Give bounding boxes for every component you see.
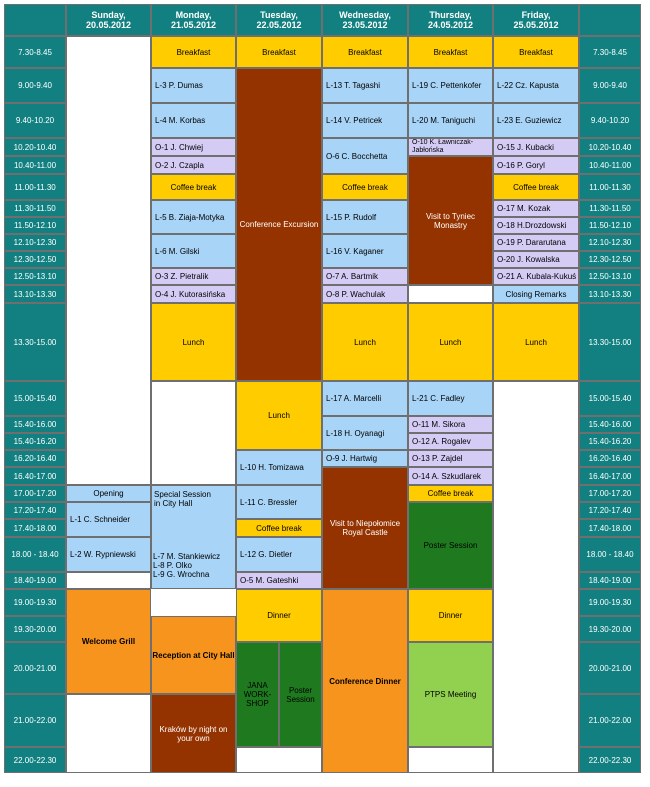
wednesday-talk-o9: O-9 J. Hartwig	[322, 450, 408, 467]
thursday-talk-l21: L-21 C. Fadley	[408, 381, 493, 416]
thursday-talk-l19: L-19 C. Pettenkofer	[408, 68, 493, 103]
time-right-10: 12.50-13.10	[579, 268, 641, 285]
monday-krakow-night: Kraków by night on your own	[151, 694, 236, 773]
time-left-20: 17.40-18.00	[4, 519, 66, 537]
time-right-25: 20.00-21.00	[579, 642, 641, 694]
tuesday-breakfast: Breakfast	[236, 36, 322, 68]
wednesday-talk-o7: O-7 A. Bartmik	[322, 268, 408, 285]
time-right-18: 17.00-17.20	[579, 485, 641, 502]
time-right-23: 19.00-19.30	[579, 589, 641, 616]
friday-talk-o19: O-19 P. Dararutana	[493, 234, 579, 251]
time-left-6: 11.30-11.50	[4, 200, 66, 217]
tuesday-talk-l11: L-11 C. Bressler	[236, 485, 322, 519]
time-right-17: 16.40-17.00	[579, 467, 641, 485]
monday-talk-l7: L-7 M. Stankiewicz	[153, 552, 221, 561]
wednesday-breakfast: Breakfast	[322, 36, 408, 68]
wednesday-niepolomice-visit: Visit to Niepołomice Royal Castle	[322, 467, 408, 589]
friday-talk-o21: O-21 A. Kubala-Kukuś	[493, 268, 579, 285]
time-right-24: 19.30-20.00	[579, 616, 641, 642]
wednesday-talk-l17: L-17 A. Marcelli	[322, 381, 408, 416]
wednesday-coffee-break: Coffee break	[322, 174, 408, 200]
time-left-3: 10.20-10.40	[4, 138, 66, 156]
time-left-26: 21.00-22.00	[4, 694, 66, 747]
header-wednesday: Wednesday, 23.05.2012	[322, 4, 408, 36]
time-left-23: 19.00-19.30	[4, 589, 66, 616]
time-right-27: 22.00-22.30	[579, 747, 641, 773]
monday-talk-o3: O-3 Z. Pietralik	[151, 268, 236, 285]
time-right-16: 16.20-16.40	[579, 450, 641, 467]
wednesday-talk-l16: L-16 V. Kaganer	[322, 234, 408, 268]
monday-talk-o4: O-4 J. Kutorasińska	[151, 285, 236, 303]
header-monday: Monday, 21.05.2012	[151, 4, 236, 36]
monday-talk-l9: L-9 G. Wrochna	[153, 570, 210, 579]
time-left-2: 9.40-10.20	[4, 103, 66, 138]
wednesday-conference-dinner: Conference Dinner	[322, 589, 408, 773]
wednesday-talk-l18: L-18 H. Oyanagi	[322, 416, 408, 450]
time-left-5: 11.00-11.30	[4, 174, 66, 200]
time-right-26: 21.00-22.00	[579, 694, 641, 747]
tuesday-jana-workshop: JANA WORK- SHOP	[236, 642, 279, 747]
thursday-ptps-meeting: PTPS Meeting	[408, 642, 493, 747]
sunday-talk-l2: L-2 W. Rypniewski	[66, 537, 151, 572]
thursday-talk-o13: O-13 P. Zajdel	[408, 450, 493, 467]
monday-breakfast: Breakfast	[151, 36, 236, 68]
time-right-13: 15.00-15.40	[579, 381, 641, 416]
time-right-0: 7.30-8.45	[579, 36, 641, 68]
friday-talk-l23: L-23 E. Guziewicz	[493, 103, 579, 138]
thursday-talk-o11: O-11 M. Sikora	[408, 416, 493, 433]
time-right-20: 17.40-18.00	[579, 519, 641, 537]
time-right-21: 18.00 - 18.40	[579, 537, 641, 572]
time-right-1: 9.00-9.40	[579, 68, 641, 103]
friday-lunch: Lunch	[493, 303, 579, 381]
tuesday-talk-l12: L-12 G. Dietler	[236, 537, 322, 572]
friday-talk-l22: L-22 Cz. Kapusta	[493, 68, 579, 103]
monday-talk-o2: O-2 J. Czapla	[151, 156, 236, 174]
time-right-14: 15.40-16.00	[579, 416, 641, 433]
monday-talk-l6: L-6 M. Gilski	[151, 234, 236, 268]
time-left-27: 22.00-22.30	[4, 747, 66, 773]
thursday-empty-night	[408, 747, 493, 773]
friday-talk-o18: O-18 H.Drozdowski	[493, 217, 579, 234]
friday-talk-o15: O-15 J. Kubacki	[493, 138, 579, 156]
tuesday-talk-o5: O-5 M. Gateshki	[236, 572, 322, 589]
header-thursday: Thursday, 24.05.2012	[408, 4, 493, 36]
time-right-22: 18.40-19.00	[579, 572, 641, 589]
sunday-empty-evening	[66, 572, 151, 589]
time-left-1: 9.00-9.40	[4, 68, 66, 103]
sunday-empty-morning	[66, 36, 151, 485]
header-time-left	[4, 4, 66, 36]
monday-talk-l4: L-4 M. Korbas	[151, 103, 236, 138]
thursday-empty-noon	[408, 285, 493, 303]
header-tuesday: Tuesday, 22.05.2012	[236, 4, 322, 36]
time-left-18: 17.00-17.20	[4, 485, 66, 502]
time-left-0: 7.30-8.45	[4, 36, 66, 68]
time-right-12: 13.30-15.00	[579, 303, 641, 381]
time-right-4: 10.40-11.00	[579, 156, 641, 174]
thursday-talk-o12: O-12 A. Rogalev	[408, 433, 493, 450]
monday-talk-o1: O-1 J. Chwiej	[151, 138, 236, 156]
wednesday-lunch: Lunch	[322, 303, 408, 381]
time-right-9: 12.30-12.50	[579, 251, 641, 268]
time-right-11: 13.10-13.30	[579, 285, 641, 303]
header-sunday: Sunday, 20.05.2012	[66, 4, 151, 36]
header-friday: Friday, 25.05.2012	[493, 4, 579, 36]
time-left-19: 17.20-17.40	[4, 502, 66, 519]
friday-breakfast: Breakfast	[493, 36, 579, 68]
time-right-15: 15.40-16.20	[579, 433, 641, 450]
time-left-22: 18.40-19.00	[4, 572, 66, 589]
monday-empty-afternoon	[151, 381, 236, 485]
thursday-lunch: Lunch	[408, 303, 493, 381]
wednesday-talk-l13: L-13 T. Tagashi	[322, 68, 408, 103]
thursday-tyniec-visit: Visit to Tyniec Monastry	[408, 156, 493, 285]
time-left-15: 15.40-16.20	[4, 433, 66, 450]
time-right-8: 12.10-12.30	[579, 234, 641, 251]
tuesday-lunch: Lunch	[236, 381, 322, 450]
wednesday-talk-o8: O-8 P. Wachulak	[322, 285, 408, 303]
time-left-13: 15.00-15.40	[4, 381, 66, 416]
tuesday-coffee-break: Coffee break	[236, 519, 322, 537]
sunday-empty-night	[66, 694, 151, 773]
thursday-coffee-break: Coffee break	[408, 485, 493, 502]
monday-talk-l5: L-5 B. Ziaja-Motyka	[151, 200, 236, 234]
time-left-24: 19.30-20.00	[4, 616, 66, 642]
time-left-21: 18.00 - 18.40	[4, 537, 66, 572]
wednesday-talk-o6: O-6 C. Bocchetta	[322, 138, 408, 174]
friday-empty-afternoon	[493, 381, 579, 773]
time-left-7: 11.50-12.10	[4, 217, 66, 234]
time-right-3: 10.20-10.40	[579, 138, 641, 156]
monday-coffee-break: Coffee break	[151, 174, 236, 200]
friday-talk-o16: O-16 P. Goryl	[493, 156, 579, 174]
wednesday-talk-l14: L-14 V. Petricek	[322, 103, 408, 138]
header-time-right	[579, 4, 641, 36]
time-right-5: 11.00-11.30	[579, 174, 641, 200]
friday-closing-remarks: Closing Remarks	[493, 285, 579, 303]
time-right-6: 11.30-11.50	[579, 200, 641, 217]
thursday-talk-o10: O-10 K. Ławniczak- Jabłońska	[408, 138, 493, 156]
friday-coffee-break: Coffee break	[493, 174, 579, 200]
tuesday-empty-night	[236, 747, 322, 773]
time-left-17: 16.40-17.00	[4, 467, 66, 485]
tuesday-poster-session: Poster Session	[279, 642, 322, 747]
time-left-25: 20.00-21.00	[4, 642, 66, 694]
thursday-talk-l20: L-20 M. Taniguchi	[408, 103, 493, 138]
tuesday-talk-l10: L-10 H. Tomizawa	[236, 450, 322, 485]
time-left-16: 16.20-16.40	[4, 450, 66, 467]
monday-special-session-title: Special Session in City Hall	[154, 490, 211, 508]
time-left-8: 12.10-12.30	[4, 234, 66, 251]
tuesday-dinner: Dinner	[236, 589, 322, 642]
monday-city-hall-talks	[153, 552, 235, 579]
time-left-14: 15.40-16.00	[4, 416, 66, 433]
time-left-10: 12.50-13.10	[4, 268, 66, 285]
thursday-poster-session: Poster Session	[408, 502, 493, 589]
time-right-2: 9.40-10.20	[579, 103, 641, 138]
friday-talk-o17: O-17 M. Kozak	[493, 200, 579, 217]
monday-talk-l3: L-3 P. Dumas	[151, 68, 236, 103]
monday-lunch: Lunch	[151, 303, 236, 381]
thursday-breakfast: Breakfast	[408, 36, 493, 68]
thursday-dinner: Dinner	[408, 589, 493, 642]
sunday-talk-l1: L-1 C. Schneider	[66, 502, 151, 537]
time-left-11: 13.10-13.30	[4, 285, 66, 303]
sunday-opening: Opening	[66, 485, 151, 502]
time-left-12: 13.30-15.00	[4, 303, 66, 381]
tuesday-conference-excursion: Conference Excursion	[236, 68, 322, 381]
sunday-welcome-grill: Welcome Grill	[66, 589, 151, 694]
time-right-7: 11.50-12.10	[579, 217, 641, 234]
wednesday-talk-l15: L-15 P. Rudolf	[322, 200, 408, 234]
time-left-4: 10.40-11.00	[4, 156, 66, 174]
time-left-9: 12.30-12.50	[4, 251, 66, 268]
thursday-talk-o14: O-14 A. Szkudlarek	[408, 467, 493, 485]
time-right-19: 17.20-17.40	[579, 502, 641, 519]
monday-talk-l8: L-8 P. Olko	[153, 561, 192, 570]
friday-talk-o20: O-20 J. Kowalska	[493, 251, 579, 268]
monday-reception: Reception at City Hall	[151, 616, 236, 694]
